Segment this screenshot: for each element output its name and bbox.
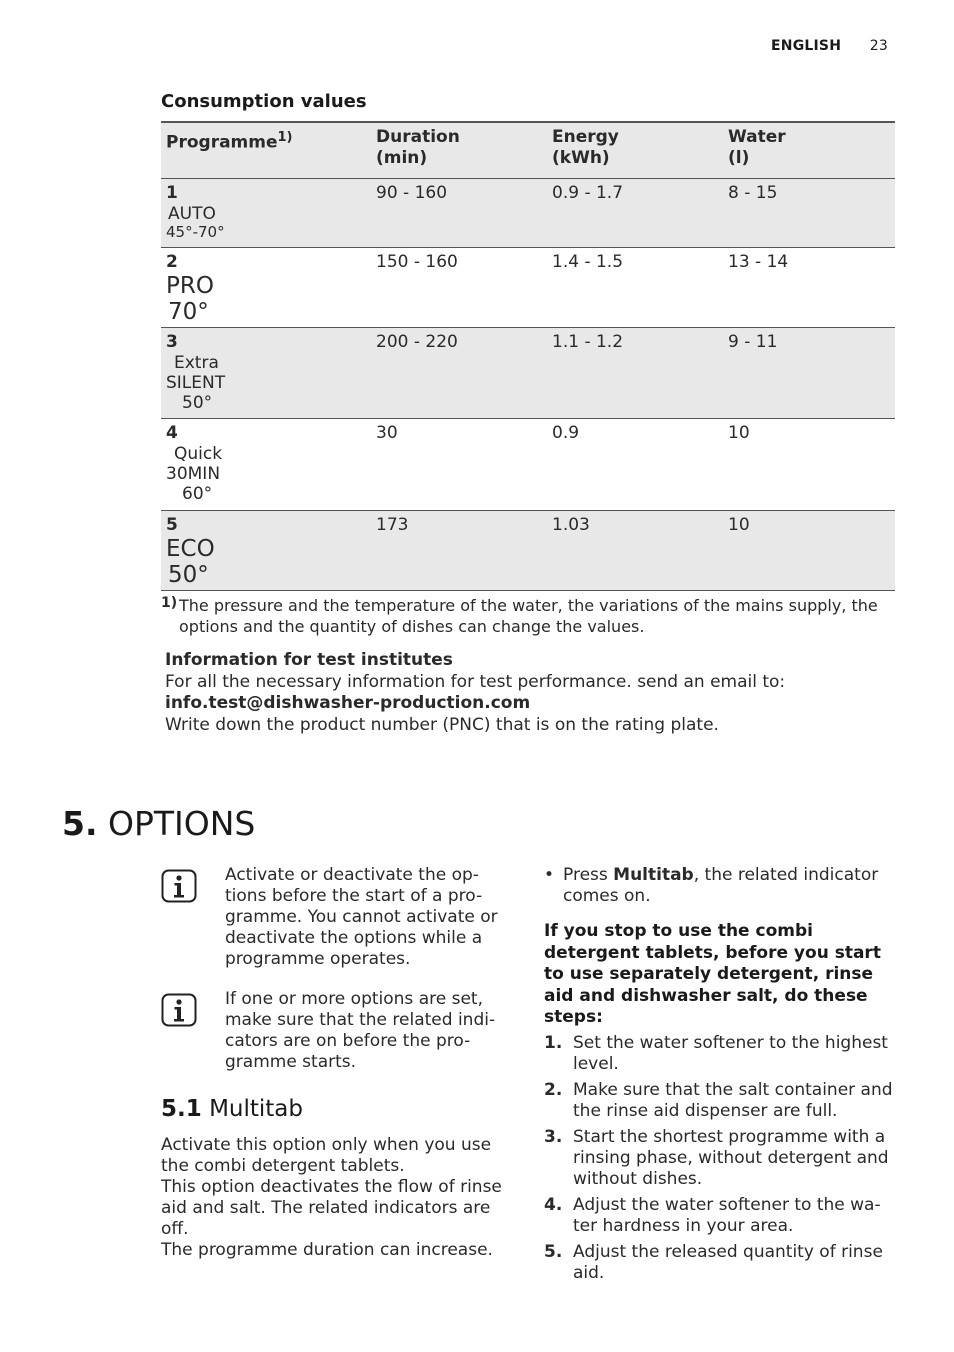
table-header-row <box>161 122 895 179</box>
test-info-line1: For all the necessary information for test performance. send an email to: <box>165 671 786 692</box>
language-label: ENGLISH <box>771 38 842 54</box>
energy-cell: 1.1 - 1.2 <box>552 332 624 352</box>
energy-cell: 0.9 <box>552 423 580 443</box>
test-institutes-info <box>165 650 895 736</box>
duration-cell: 30 <box>376 423 398 443</box>
water-cell: 13 - 14 <box>728 252 789 272</box>
section-title: Multitab <box>209 1096 303 1122</box>
section-heading <box>161 1096 506 1122</box>
chapter-heading <box>62 804 255 843</box>
header-water: Water (l) <box>728 127 786 168</box>
list-item: 1. Set the water softener to the highest level. <box>544 1032 888 1074</box>
water-cell: 10 <box>728 515 750 535</box>
water-cell: 8 - 15 <box>728 183 778 203</box>
programme-cell: 4 Quick 30MIN 60° <box>166 423 223 504</box>
table-footnote <box>161 595 891 637</box>
bullet-item: • Press Multitab, the related indicator comes on. <box>544 865 879 906</box>
list-item: 4. Adjust the water softener to the wa- ter hardness in your area. <box>544 1194 881 1236</box>
test-info-email: info.test@dishwasher-production.com <box>165 693 531 713</box>
test-info-line2: Write down the product number (PNC) that is on the rating plate. <box>165 714 719 735</box>
consumption-title: Consumption values <box>161 91 367 112</box>
page-number: 23 <box>869 38 888 54</box>
footnote-ref: 1) <box>277 130 293 145</box>
info-note <box>161 989 506 1073</box>
table-row <box>161 328 895 419</box>
energy-cell: 1.4 - 1.5 <box>552 252 624 272</box>
chapter-number: 5. <box>62 804 98 843</box>
test-info-title: Information for test institutes <box>165 650 453 670</box>
table-row <box>161 179 895 248</box>
left-column <box>161 865 506 1261</box>
programme-cell: 2 PRO 70° <box>166 252 214 325</box>
list-item: 5. Adjust the released quantity of rinse aid. <box>544 1241 883 1283</box>
table-row <box>161 511 895 591</box>
section-number: 5.1 <box>161 1096 202 1122</box>
note-text: Activate or deactivate the op- tions before the start of a pro- gramme. You cannot activate or deactivate the options while a programme operates. <box>225 865 498 969</box>
header-duration: Duration (min) <box>376 127 460 168</box>
footnote-mark: 1) <box>161 595 178 611</box>
programme-cell: 1 AUTO 45°-70° <box>166 183 225 241</box>
info-icon <box>161 993 197 1027</box>
footnote-text: The pressure and the temperature of the water, the variations of the mains supply, the options and the quantity of dishes can change the values. <box>179 596 878 636</box>
info-icon <box>161 869 197 903</box>
programme-cell: 3 Extra SILENT 50° <box>166 332 226 413</box>
chapter-title: OPTIONS <box>108 804 256 843</box>
list-item: 2. Make sure that the salt container and the rinse aid dispenser are full. <box>544 1079 893 1121</box>
right-column <box>544 865 894 1289</box>
steps-list <box>544 1033 894 1284</box>
note-text: If one or more options are set, make sure that the related indi- cators are on before the pro- gramme starts. <box>225 989 496 1072</box>
table-row <box>161 248 895 328</box>
table-row <box>161 419 895 511</box>
header-energy: Energy (kWh) <box>552 127 619 168</box>
header-programme: Programme$^{1)}$ <box>166 130 293 153</box>
water-cell: 10 <box>728 423 750 443</box>
page-header <box>771 38 888 54</box>
info-note <box>161 865 506 970</box>
duration-cell: 150 - 160 <box>376 252 458 272</box>
energy-cell: 1.03 <box>552 515 590 535</box>
bullet-dot: • <box>544 865 555 885</box>
steps-intro: If you stop to use the combi detergent tablets, before you start to use separately detergent, rinse aid and dishwasher salt, do these steps: <box>544 921 881 1027</box>
list-item: 3. Start the shortest programme with a rinsing phase, without detergent and without dishes. <box>544 1126 889 1189</box>
paragraph: Activate this option only when you use the combi detergent tablets. This option deactivates the flow of rinse aid and salt. The related indicators are off. The programme duration can increase. <box>161 1135 502 1260</box>
duration-cell: 200 - 220 <box>376 332 458 352</box>
water-cell: 9 - 11 <box>728 332 778 352</box>
consumption-table <box>161 121 895 591</box>
energy-cell: 0.9 - 1.7 <box>552 183 624 203</box>
duration-cell: 90 - 160 <box>376 183 448 203</box>
multitab-label: Multitab <box>613 865 694 885</box>
programme-cell: 5 ECO 50° <box>166 515 215 588</box>
duration-cell: 173 <box>376 515 409 535</box>
